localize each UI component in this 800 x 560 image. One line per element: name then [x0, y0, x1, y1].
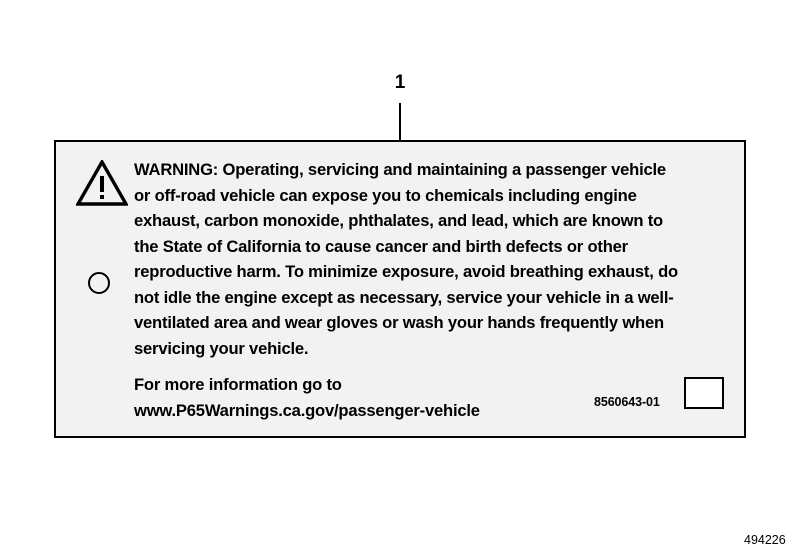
warning-text-line: the State of California to cause cancer and birth defects or other: [134, 236, 628, 256]
warning-triangle-icon: [76, 160, 128, 206]
warning-text-line: exhaust, carbon monoxide, phthalates, and lead, which are known to: [134, 211, 663, 230]
info-text-line: For more information go to: [134, 375, 342, 394]
blank-checkbox: [684, 377, 724, 409]
circle-mark-icon: [88, 272, 110, 294]
warning-text-line: WARNING: Operating, servicing and maintaining a passenger vehicle: [134, 160, 666, 179]
info-url: www.P65Warnings.ca.gov/passenger-vehicle: [134, 400, 480, 420]
warning-text-line: servicing your vehicle.: [134, 338, 309, 358]
warning-text-line: not idle the engine except as necessary, service your vehicle in a well-: [134, 287, 674, 307]
warning-text-line: or off-road vehicle can expose you to chemicals including engine: [134, 185, 637, 205]
callout-leader-line: [399, 103, 401, 141]
callout-number: 1: [394, 72, 406, 93]
warning-text-line: ventilated area and wear gloves or wash your hands frequently when: [134, 313, 664, 332]
more-information-block: [134, 372, 480, 423]
warning-text-block: [134, 157, 730, 361]
warning-text-line: reproductive harm. To minimize exposure, avoid breathing exhaust, do: [134, 262, 678, 281]
part-number: 8560643-01: [594, 395, 660, 409]
figure-id: 494226: [744, 533, 786, 547]
warning-label: [54, 140, 746, 438]
